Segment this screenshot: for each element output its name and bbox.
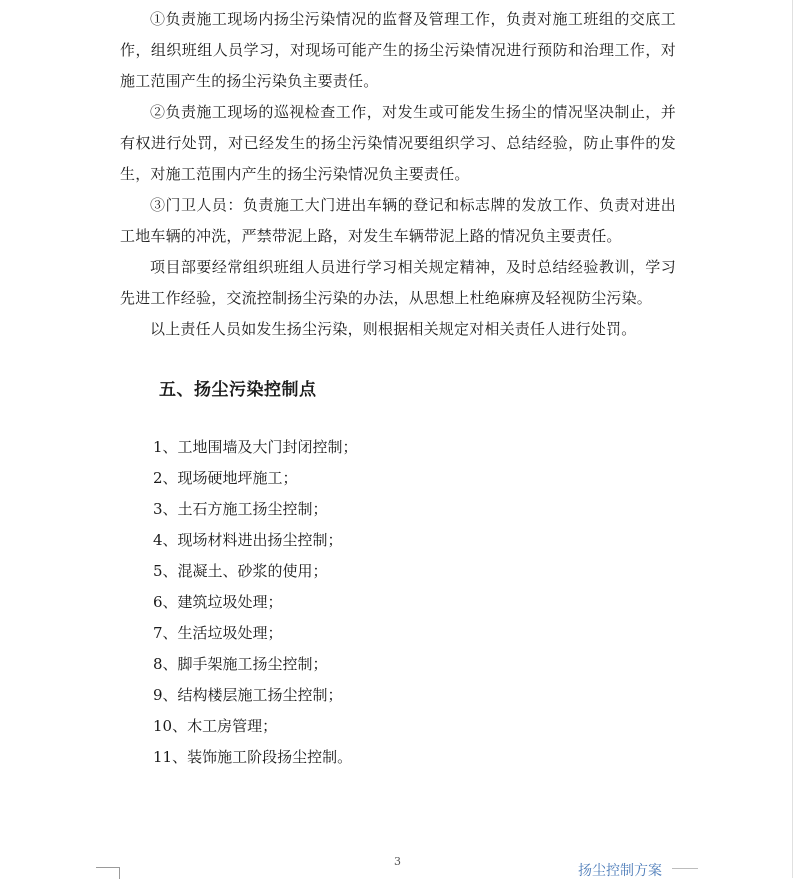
paragraph-inspection-duty: ②负责施工现场的巡视检查工作，对发生或可能发生扬尘的情况坚决制止，并有权进行处罚，对已经发生的扬尘污染情况要组织学习、总结经验，防止事件的发生，对施工范围内产生的扬尘污染情况负主要责任。 [120, 103, 676, 183]
list-item: 4、现场材料进出扬尘控制； [153, 531, 343, 549]
list-item: 3、土石方施工扬尘控制； [153, 500, 328, 518]
page-number: 3 [394, 855, 401, 868]
list-item: 10、木工房管理； [153, 717, 278, 735]
list-item: 9、结构楼层施工扬尘控制； [153, 686, 343, 704]
section-heading: 五、扬尘污染控制点 [159, 380, 317, 400]
list-item: 11、装饰施工阶段扬尘控制。 [153, 748, 353, 766]
footer-divider [672, 868, 698, 869]
paragraph-gatekeeper-duty: ③门卫人员：负责施工大门进出车辆的登记和标志牌的发放工作、负责对进出工地车辆的冲洗，严禁带泥上路，对发生车辆带泥上路的情况负主要责任。 [120, 196, 676, 245]
page-corner-mark [96, 867, 120, 879]
list-item: 7、生活垃圾处理； [153, 624, 283, 642]
list-item: 5、混凝土、砂浆的使用； [153, 562, 328, 580]
paragraph-penalty: 以上责任人员如发生扬尘污染，则根据相关规定对相关责任人进行处罚。 [150, 320, 637, 338]
list-item: 2、现场硬地坪施工； [153, 469, 298, 487]
paragraph-project-training: 项目部要经常组织班组人员进行学习相关规定精神，及时总结经验教训，学习先进工作经验，交流控制扬尘污染的办法，从思想上杜绝麻痹及轻视防尘污染。 [120, 258, 676, 307]
footer-doc-title: 扬尘控制方案 [578, 863, 662, 879]
paragraph-supervision-duty: ①负责施工现场内扬尘污染情况的监督及管理工作，负责对施工班组的交底工作，组织班组人员学习，对现场可能产生的扬尘污染情况进行预防和治理工作，对施工范围产生的扬尘污染负主要责任。 [120, 10, 676, 90]
page-edge-divider [792, 0, 793, 878]
list-item: 8、脚手架施工扬尘控制； [153, 655, 328, 673]
list-item: 6、建筑垃圾处理； [153, 593, 283, 611]
list-item: 1、工地围墙及大门封闭控制； [153, 438, 358, 456]
control-points-list [153, 432, 358, 773]
